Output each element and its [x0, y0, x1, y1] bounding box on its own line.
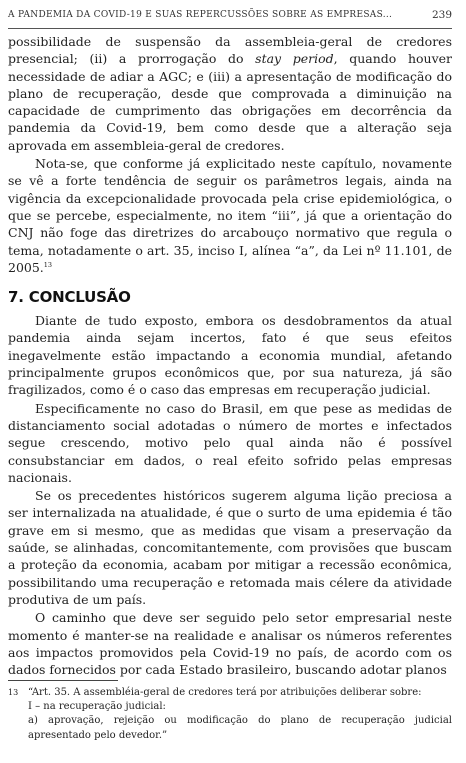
section-heading: 7. CONCLUSÃO [8, 288, 131, 307]
page-number: 239 [431, 9, 452, 21]
running-header [8, 8, 452, 29]
footnotes [8, 686, 452, 743]
footnote-divider [8, 680, 118, 681]
paragraph-nota [8, 155, 452, 276]
footnote-label: 13 [8, 688, 19, 697]
footnote-reference[interactable]: 13 [43, 260, 53, 269]
paragraph-o-caminho: O caminho que deve ser seguido pelo setor empresarial neste momento é manter-se na realidade e analisar os números referentes aos impactos promovidos pela Covid-19 no país, de acordo com os dados fornecidos por cada Estado brasileiro, buscando adotar planos [8, 610, 452, 678]
running-title: A PANDEMIA DA COVID-19 E SUAS REPERCUSSÕES SOBRE AS EMPRESAS... [8, 10, 393, 20]
paragraph-diante: Diante de tudo exposto, embora os desdobramentos da atual pandemia ainda sejam incertos, fato é que seus efeitos inegavelmente estão impactando a economia mundial, afetando principalmente grupos econômicos que, por sua natureza, já são fragilizados, como é o caso das empresas em recuperação judicial. [8, 313, 452, 398]
page-body [8, 33, 452, 678]
footnote-line: “Art. 35. A assembléia-geral de credores terá por atribuições deliberar sobre: [28, 687, 422, 698]
paragraph-especificamente: Especificamente no caso do Brasil, em que pese as medidas de distanciamento social adotadas o número de mortes e infectados segue crescendo, motivo pelo qual ainda não é possível consubstanciar em dados, o real efeito sofrido pelas empresas nacionais. [8, 400, 452, 485]
paragraph-text: possibilidade de suspensão da assembleia-geral de credores presencial; (ii) a prorrogação do [8, 34, 452, 67]
footnote-13 [8, 686, 452, 743]
stay-period-term: stay period [255, 51, 334, 67]
footnote-line: a) aprovação, rejeição ou modificação do plano de recuperação judicial apresentado pelo devedor.” [28, 715, 452, 741]
footnote-line: I – na recuperação judicial: [28, 701, 166, 713]
paragraph-se-os: Se os precedentes históricos sugerem alguma lição preciosa a ser internalizada na atualidade, é que o surto de uma epidemia é tão grave em si mesmo, que as medidas que visam a preservação da saúde, se alinhadas, concomitantemente, com provisões que buscam a proteção da economia, acabam por mitigar a recessão econômica, possibilitando uma recuperação e retomada mais célere da atividade produtiva de um país. [8, 488, 452, 607]
paragraph-text: , quando houver necessidade de adiar a AGC; e (iii) a apresentação de modificação do plano de recuperação, desde que comprovada a diminuição na capacidade de cumprimento das obrigações em decorrência da pandemia da Covid-19, bem como desde que a alteração seja aprovada em assembleia-geral de credores. [8, 51, 453, 153]
paragraph-text: Nota-se, que conforme já explicitado neste capítulo, novamente se vê a forte tendência de seguir os parâmetros legais, ainda na vigência da excepcionalidade provocada pela crise epidemiológica, o que se percebe, especialmente, no item “iii”, já que a orientação do CNJ não foge das diretrizes do arcabouço normativo que regula o tema, notadamente o art. 35, inciso I, alínea “a”, da Lei nº 11.101, de 2005. [8, 156, 452, 275]
paragraph-continued [8, 33, 452, 154]
